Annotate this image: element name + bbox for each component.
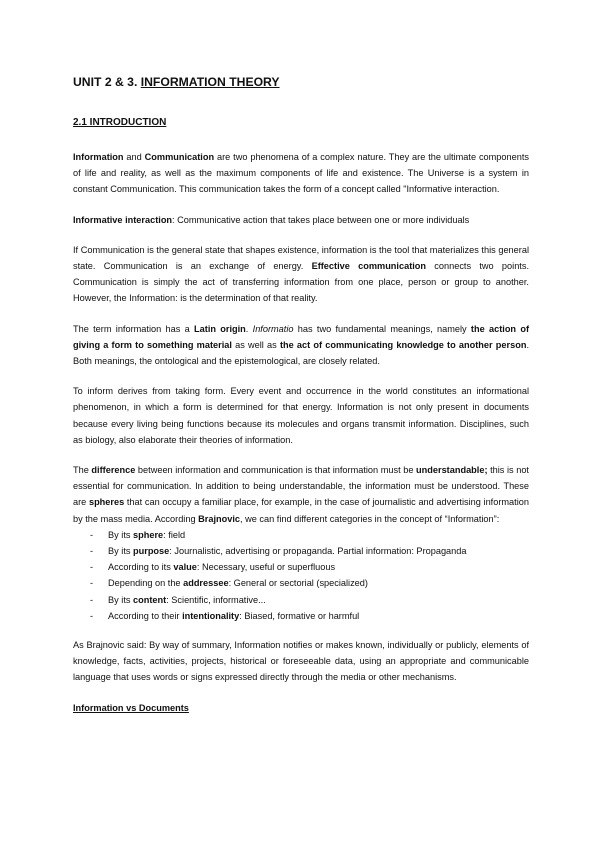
document-page (73, 73, 529, 716)
section-heading-introduction: 2.1 INTRODUCTION (73, 117, 167, 128)
paragraph-difference: The difference between information and communication is that information must be understandable; this is not essential for communication. In addition to being understandable, the information must be understood. These are spheres that can occupy a familiar place, for example, in the case of journalistic and advertising information by the mass media. According Brajnovic, we can find different categories in the concept of “Information”: (73, 465, 529, 524)
page-title: UNIT 2 & 3. INFORMATION THEORY (73, 75, 280, 89)
list-dash: - (90, 578, 94, 589)
list-dash: - (90, 594, 94, 605)
page-title-main: INFORMATION THEORY (140, 75, 280, 89)
list-dash: - (90, 610, 94, 621)
list-item: - According to their intentionality: Biased, formative or harmful (73, 608, 529, 624)
paragraph-to-inform: To inform derives from taking form. Every event and occurrence in the world constitutes an informational phenomenon, in which a form is determined for that energy. Information is not only present in documents because every living being functions because its molecules and organs transmit information. Disciplines, such as biology, also elaborate their theories of information. (73, 386, 529, 445)
list-item: - By its purpose: Journalistic, advertising or propaganda. Partial information: Propaganda (73, 543, 529, 559)
section-heading-information-vs-documents: Information vs Documents (73, 702, 189, 713)
paragraph-info-and-communication: Information and Communication are two phenomena of a complex nature. They are the ultimate components of life and reality, as well as the maximum components of life and existence. The Universe is a system in constant Communication. This communication takes the form of a concept called "Informative interaction. (73, 152, 530, 195)
paragraph-communication-state: If Communication is the general state that shapes existence, information is the tool that materializes this general state. Communication is an exchange of energy. Effective communication connects two points. Communication is simply the act of transferring information from one place, person or group to another. However, the Information: is the determination of that reality. (73, 244, 529, 304)
list-item: - According to its value: Necessary, useful or superfluous (73, 559, 529, 575)
list-item: - By its sphere: field (73, 527, 529, 543)
paragraph-brajnovic-summary: As Brajnovic said: By way of summary, Information notifies or makes known, individually or publicly, elements of knowledge, facts, activities, projects, historical or foreseeable data, using an appropriate and communicable language that uses words or signs expressed directly through the media or other mechanisms. (73, 640, 529, 683)
information-categories-list (73, 527, 529, 624)
list-dash: - (90, 562, 94, 573)
list-dash: - (90, 546, 94, 557)
paragraph-latin-origin: The term information has a Latin origin. Informatio has two fundamental meanings, namely the action of giving a form to something material as well as the act of communicating knowledge to another person. Both meanings, the ontological and the epistemological, are closely related. (73, 323, 530, 367)
list-item: - By its content: Scientific, informative... (73, 592, 529, 608)
list-item: - Depending on the addressee: General or sectorial (specialized) (73, 575, 529, 591)
paragraph-informative-interaction: Informative interaction: Communicative action that takes place between one or more individuals (73, 214, 470, 225)
list-dash: - (90, 529, 94, 540)
